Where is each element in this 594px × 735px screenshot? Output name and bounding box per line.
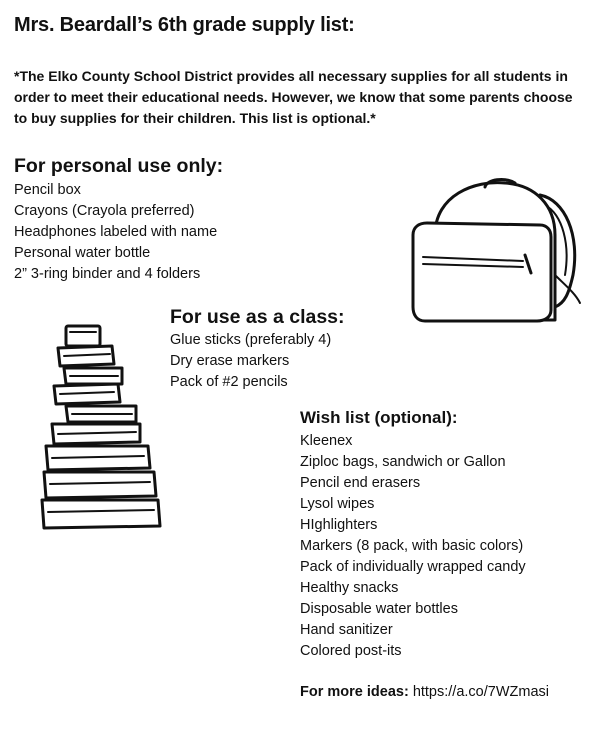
- wish-list: [300, 431, 526, 662]
- class-list: [170, 330, 331, 393]
- more-ideas: [300, 684, 549, 700]
- list-item: 2” 3-ring binder and 4 folders: [14, 266, 201, 282]
- list-item: Ziploc bags, sandwich or Gallon: [300, 454, 506, 470]
- list-item: Hand sanitizer: [300, 622, 393, 638]
- more-ideas-link[interactable]: https://a.co/7WZmasi: [412, 684, 549, 700]
- list-item: Disposable water bottles: [300, 601, 458, 617]
- wish-heading: Wish list (optional):: [300, 408, 458, 427]
- list-item: Lysol wipes: [300, 496, 375, 512]
- list-item: Markers (8 pack, with basic colors): [300, 538, 524, 554]
- class-heading: For use as a class:: [170, 306, 345, 328]
- optional-notice: *The Elko County School District provides all necessary supplies for all students in order to meet their educational needs. However, we know that some parents choose to buy supplies for their children. This list is optional.*: [14, 68, 573, 126]
- list-item: Healthy snacks: [300, 580, 399, 596]
- list-item: Dry erase markers: [170, 353, 290, 369]
- list-item: Crayons (Crayola preferred): [14, 203, 195, 219]
- list-item: Headphones labeled with name: [14, 224, 218, 240]
- list-item: HIghlighters: [300, 517, 378, 533]
- list-item: Glue sticks (preferably 4): [170, 332, 332, 348]
- list-item: Pencil end erasers: [300, 475, 421, 491]
- list-item: Kleenex: [300, 433, 353, 449]
- backpack-icon: [405, 175, 585, 335]
- personal-heading: For personal use only:: [14, 155, 224, 177]
- list-item: Pencil box: [14, 182, 81, 198]
- list-item: Pack of #2 pencils: [170, 374, 288, 390]
- list-item: Colored post-its: [300, 643, 402, 659]
- personal-list: [14, 180, 217, 285]
- page-title: Mrs. Beardall’s 6th grade supply list:: [14, 14, 355, 36]
- more-ideas-label: For more ideas:: [300, 684, 409, 700]
- book-stack-icon: [40, 322, 170, 532]
- list-item: Personal water bottle: [14, 245, 151, 261]
- list-item: Pack of individually wrapped candy: [300, 559, 526, 575]
